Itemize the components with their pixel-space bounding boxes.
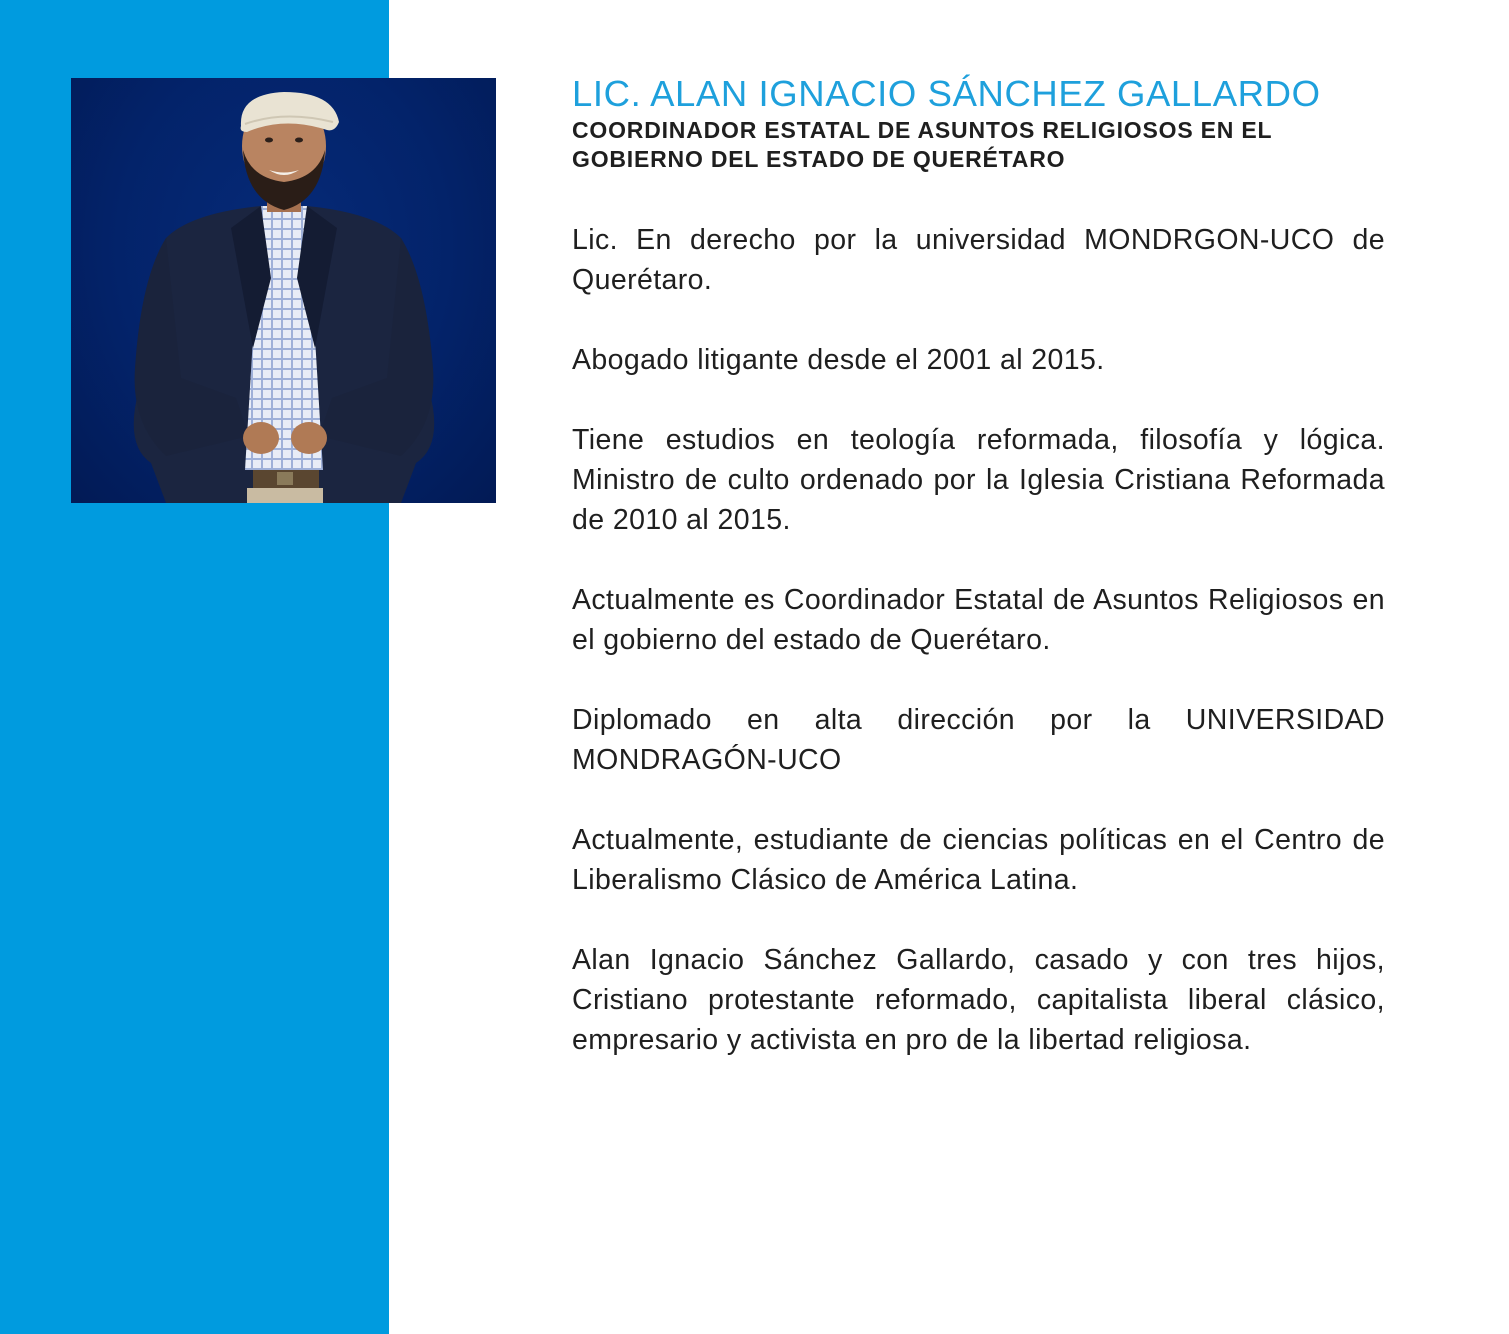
bio-paragraph-theology: Tiene estudios en teología reformada, filosofía y lógica. Ministro de culto ordenado por la Iglesia Cristiana Reformada de 2010 al 2015. — [572, 424, 1385, 536]
bio-paragraph-personal: Alan Ignacio Sánchez Gallardo, casado y con tres hijos, Cristiano protestante reformado, capitalista liberal clásico, empresario y activista en pro de la libertad religiosa. — [572, 944, 1385, 1056]
bio-paragraph-studies: Actualmente, estudiante de ciencias políticas en el Centro de Liberalismo Clásico de América Latina. — [572, 824, 1385, 896]
person-role: COORDINADOR ESTATAL DE ASUNTOS RELIGIOSOS EN EL GOBIERNO DEL ESTADO DE QUERÉTARO — [572, 117, 1272, 172]
bio-paragraph-current-role: Actualmente es Coordinador Estatal de Asuntos Religiosos en el gobierno del estado de Querétaro. — [572, 584, 1385, 656]
bio-paragraph-lawyer: Abogado litigante desde el 2001 al 2015. — [572, 344, 1105, 376]
profile-content — [572, 72, 1385, 1100]
person-name: LIC. ALAN IGNACIO SÁNCHEZ GALLARDO — [572, 73, 1321, 114]
biography — [572, 220, 1385, 1060]
bio-paragraph-education: Lic. En derecho por la universidad MONDRGON-UCO de Querétaro. — [572, 224, 1385, 296]
profile-photo — [71, 78, 496, 503]
bio-paragraph-diploma: Diplomado en alta dirección por la UNIVERSIDAD MONDRAGÓN-UCO — [572, 704, 1385, 776]
